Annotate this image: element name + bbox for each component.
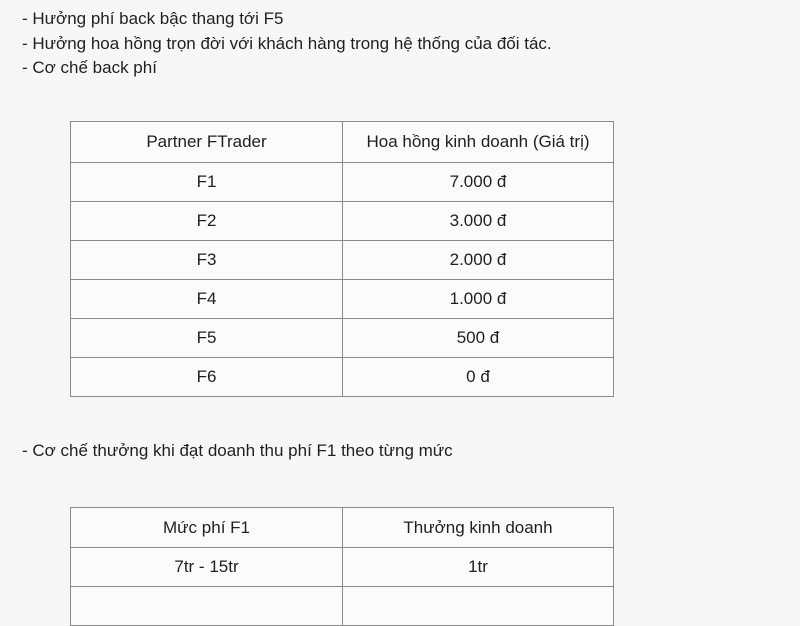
table-row bbox=[71, 202, 614, 241]
header-business-reward: Thưởng kinh doanh bbox=[343, 508, 614, 548]
cell-commission-value: 7.000 đ bbox=[343, 163, 614, 202]
table-row bbox=[71, 280, 614, 319]
cell-reward-value bbox=[343, 587, 614, 626]
table-row bbox=[71, 548, 614, 587]
cell-partner-level: F5 bbox=[71, 319, 343, 358]
bullet-back-fee-mechanism: - Cơ chế back phí bbox=[22, 58, 157, 77]
table-row bbox=[71, 319, 614, 358]
cell-fee-range bbox=[71, 587, 343, 626]
cell-partner-level: F2 bbox=[71, 202, 343, 241]
cell-commission-value: 1.000 đ bbox=[343, 280, 614, 319]
cell-reward-value: 1tr bbox=[343, 548, 614, 587]
commission-table bbox=[70, 121, 614, 397]
table-row bbox=[71, 163, 614, 202]
cell-partner-level: F1 bbox=[71, 163, 343, 202]
header-f1-fee-level: Mức phí F1 bbox=[71, 508, 343, 548]
cell-commission-value: 0 đ bbox=[343, 358, 614, 397]
cell-fee-range: 7tr - 15tr bbox=[71, 548, 343, 587]
cell-commission-value: 2.000 đ bbox=[343, 241, 614, 280]
bullet-lifetime-commission: - Hưởng hoa hồng trọn đời với khách hàng trong hệ thống của đối tác. bbox=[22, 34, 552, 53]
table-header-row bbox=[71, 508, 614, 548]
header-partner-ftrader: Partner FTrader bbox=[71, 122, 343, 163]
cell-commission-value: 500 đ bbox=[343, 319, 614, 358]
cell-partner-level: F6 bbox=[71, 358, 343, 397]
cell-partner-level: F3 bbox=[71, 241, 343, 280]
bullet-tiered-back-fee: - Hưởng phí back bậc thang tới F5 bbox=[22, 9, 284, 28]
cell-partner-level: F4 bbox=[71, 280, 343, 319]
header-business-commission: Hoa hồng kinh doanh (Giá trị) bbox=[343, 122, 614, 163]
table-row bbox=[71, 241, 614, 280]
reward-table bbox=[70, 507, 614, 626]
table-header-row bbox=[71, 122, 614, 163]
cell-commission-value: 3.000 đ bbox=[343, 202, 614, 241]
table-row bbox=[71, 358, 614, 397]
bullet-f1-revenue-reward: - Cơ chế thưởng khi đạt doanh thu phí F1 theo từng mức bbox=[22, 441, 453, 460]
table-row-partial bbox=[71, 587, 614, 626]
